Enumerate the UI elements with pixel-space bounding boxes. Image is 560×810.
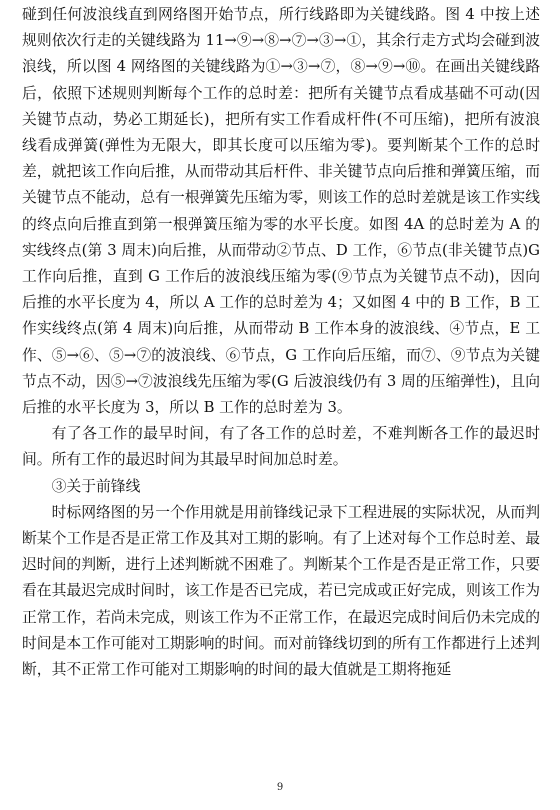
paragraph-frontline: 时标网络图的另一个作用就是用前锋线记录下工程进展的实际状况，从而判断某个工作是否是正常工作及其对工期的影响。有了上述对每个工作总时差、最迟时间的判断，进行上述判断就不困难了。判断某个工作是否是正常工作，只要看在其最迟完成时间时，该工作是否已完成，若已完成或正好完成，则该工作为正常工作，若尚未完成，则该工作为不正常工作，在最迟完成时间后仍未完成的时间是本工作可能对工期影响的时间。而对前锋线切到的所有工作都进行上述判断，其不正常工作可能对工期影响的时间的最大值就是工期将拖延 (22, 503, 540, 679)
paragraph-latest-time: 有了各工作的最早时间，有了各工作的总时差，不难判断各工作的最迟时间。所有工作的最迟时间为其最早时间加总时差。 (22, 425, 540, 469)
page-number: 9 (276, 782, 284, 793)
section-heading-frontline: ③关于前锋线 (51, 477, 141, 495)
paragraph-critical-path-continuation: 碰到任何波浪线直到网络图开始节点，所行线路即为关键线路。图 4 中按上述规则依次行走的关键线路为 11→⑨→⑧→⑦→③→①，其余行走方式均会碰到波浪线，所以图 4 网络图的关键线路为①→③→⑦，⑧→⑨→⑩。在画出关键线路后，依照下述规则判断每个工作的总时差：把所有关键节点看成基础不可动(因关键节点动，势必工期延长)，把所有实工作看成杆件(不可压缩)，把所有波浪线看成弹簧(弹性为无限大，即其长度可以压缩为零)。要判断某个工作的总时差，就把该工作向后推，从而带动其后杆件、非关键节点向后推和弹簧压缩，而关键节点不能动，总有一根弹簧先压缩为零，则该工作的总时差就是该工作实线的终点向后推直到第一根弹簧压缩为零的水平长度。如图 4A 的总时差为 A 的实线终点(第 3 周末)向后推，从而带动②节点、D 工作，⑥节点(非关键节点)G 工作向后推，直到 G 工作后的波浪线压缩为零(⑨节点为关键节点不动)，因向后推的水平长度为 4，所以 A 工作的总时差为 4；又如图 4 中的 B 工作，B 工作实线终点(第 4 周末)向后推，从而带动 B 工作本身的波浪线、④节点，E 工作、⑤→⑥、⑤→⑦的波浪线、⑥节点，G 工作向后压缩，而⑦、⑨节点为关键节点不动，因⑤→⑦波浪线先压缩为零(G 后波浪线仍有 3 周的压缩弹性)，且向后推的水平长度为 3，所以 B 工作的总时差为 3。 (22, 6, 540, 417)
